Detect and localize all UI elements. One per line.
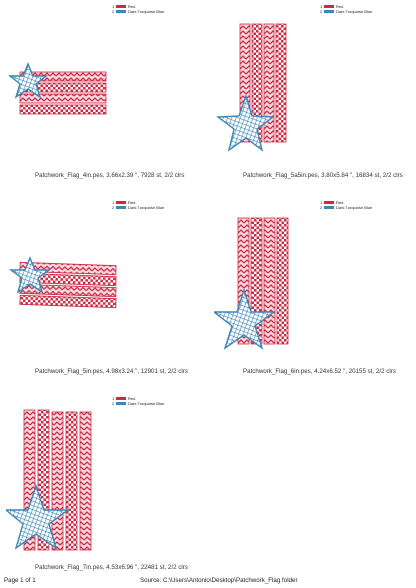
blue-swatch [116,206,126,209]
design-caption: Patchwork_Flag_5in.pes, 4.98x3.24 ", 12901 st, 2/2 clrs [35,368,188,375]
source-path: Source: C:\Users\Antonio\Desktop\Patchwork_Flag folder [140,577,298,584]
blue-swatch [324,10,334,13]
flag-7in-image [6,406,106,558]
color-legend: 1 Red 2 Dark Turquoise Blue [112,396,165,406]
flag-4in-image [8,62,108,124]
flag-5a5in-image [216,20,296,162]
red-swatch [324,5,334,8]
color-legend: 1 Red 2 Dark Turquoise Blue [112,200,165,210]
color-legend: 1 Red 2 Dark Turquoise Blue [320,200,373,210]
red-swatch [116,201,126,204]
design-caption: Patchwork_Flag_4in.pes, 3.66x2.39 ", 7928 st, 2/2 clrs [35,172,185,179]
red-swatch [324,201,334,204]
design-cell-5 [0,392,208,588]
red-swatch [116,5,126,8]
blue-swatch [116,10,126,13]
blue-swatch [324,206,334,209]
page-number: Page 1 of 1 [4,577,36,584]
color-legend: 1 Red 2 Dark Turquoise Blue [112,4,165,14]
design-cell-1 [0,0,208,196]
flag-6in-image [214,214,298,360]
design-cell-3 [0,196,208,392]
design-caption: Patchwork_Flag_7in.pes, 4.53x6.96 ", 22481 st, 2/2 clrs [35,564,188,571]
design-caption: Patchwork_Flag_6in.pes, 4.24x6.52 ", 20155 st, 2/2 clrs [243,368,396,375]
design-cell-2 [208,0,416,196]
design-caption: Patchwork_Flag_5a5in.pes, 3.80x5.84 ", 16834 st, 2/2 clrs [243,172,403,179]
blue-swatch [116,402,126,405]
design-cell-4 [208,196,416,392]
flag-5in-image [8,256,118,318]
red-swatch [116,397,126,400]
color-legend: 1 Red 2 Dark Turquoise Blue [320,4,373,14]
